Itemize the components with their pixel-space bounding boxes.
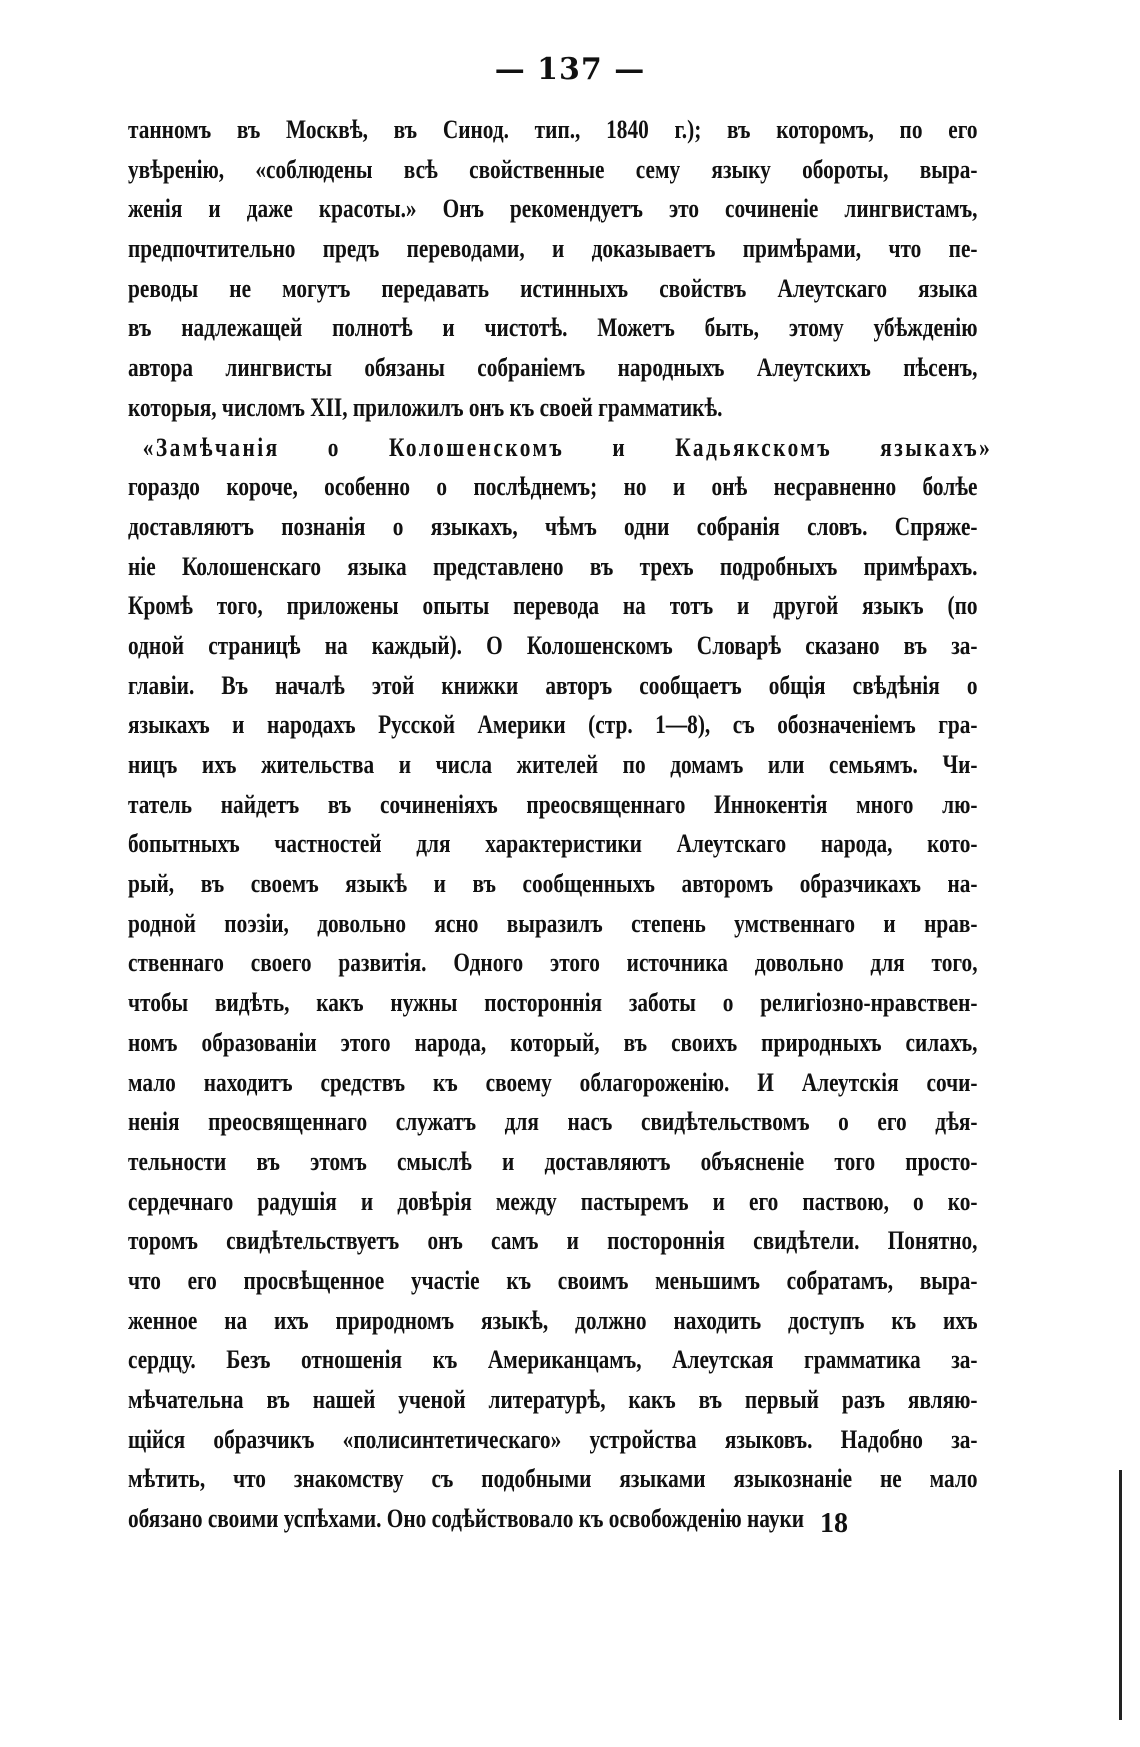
- text-line: татель найдетъ въ сочиненіяхъ преосвященнаго Иннокентія много лю-: [128, 789, 978, 819]
- text-line: танномъ въ Москвѣ, въ Синод. тип., 1840 г.); въ которомъ, по его: [128, 115, 978, 144]
- text-line: главіи. Въ началѣ этой книжки авторъ сообщаетъ общія свѣдѣнія о: [128, 670, 978, 700]
- text-line: мѣчательна въ нашей ученой литературѣ, какъ въ первый разъ являю-: [128, 1385, 978, 1414]
- text-line: номъ образованіи этого народа, который, въ своихъ природныхъ силахъ,: [128, 1027, 978, 1057]
- text-line: реводы не могутъ передавать истинныхъ свойствъ Алеутскаго языка: [128, 273, 978, 303]
- page-edge-line: [1119, 1470, 1122, 1720]
- text-line: языкахъ и народахъ Русской Америки (стр. 1—8), съ обозначеніемъ гра-: [128, 710, 978, 740]
- text-line: гораздо короче, особенно о послѣднемъ; но и онѣ несравненно болѣе: [128, 472, 978, 502]
- text-line: увѣренію, «соблюдены всѣ свойственные сему языку обороты, выра-: [128, 154, 978, 184]
- text-line: предпочтительно предъ переводами, и доказываетъ примѣрами, что пе-: [128, 234, 978, 264]
- text-line: бопытныхъ частностей для характеристики Алеутскаго народа, кото-: [128, 829, 978, 859]
- text-line: ніе Колошенскаго языка представлено въ трехъ подробныхъ примѣрахъ.: [128, 551, 978, 581]
- text-line: Кромѣ того, приложены опыты перевода на тотъ и другой языкъ (по: [128, 591, 978, 621]
- text-line: рый, въ своемъ языкѣ и въ сообщенныхъ авторомъ образчикахъ на-: [128, 869, 978, 899]
- text-line: женія и даже красоты.» Онъ рекомендуетъ это сочиненіе лингвистамъ,: [128, 194, 978, 224]
- text-line: чтобы видѣть, какъ нужны постороннія заботы о религіозно-нравствен-: [128, 988, 978, 1018]
- page-number: — 137 —: [494, 52, 646, 87]
- text-line: сердцу. Безъ отношенія къ Американцамъ, Алеутская грамматика за-: [128, 1345, 978, 1375]
- text-line: одной страницѣ на каждый). О Колошенскомъ Словарѣ сказано въ за-: [128, 630, 978, 660]
- text-line: въ надлежащей полнотѣ и чистотѣ. Можетъ быть, этому убѣжденію: [128, 313, 978, 343]
- text-line: ственнаго своего развитія. Одного этого источника довольно для того,: [128, 948, 978, 978]
- body-text: [128, 110, 993, 1539]
- text-line: обязано своими успѣхами. Оно содѣйствовало къ освобожденію науки: [128, 1504, 805, 1534]
- text-line: ненія преосвященнаго служатъ для насъ свидѣтельствомъ о его дѣя-: [128, 1107, 978, 1137]
- text-line: тельности въ этомъ смыслѣ и доставляютъ объясненіе того просто-: [128, 1146, 978, 1176]
- text-line: что его просвѣщенное участіе къ своимъ меньшимъ собратамъ, выра-: [128, 1265, 978, 1295]
- text-line: доставляютъ познанія о языкахъ, чѣмъ одни собранія словъ. Спряже-: [128, 511, 978, 541]
- text-line: автора лингвисты обязаны собраніемъ народныхъ Алеутскихъ пѣсенъ,: [128, 353, 978, 383]
- text-line: щійся образчикъ «полисинтетическаго» устройства языковъ. Надобно за-: [128, 1424, 978, 1454]
- text-line: торомъ свидѣтельствуетъ онъ самъ и постороннія свидѣтели. Понятно,: [128, 1226, 978, 1256]
- text-line: мало находитъ средствъ къ своему облагороженію. И Алеутскія сочи-: [128, 1067, 978, 1097]
- signature-mark: 18: [820, 1508, 848, 1539]
- text-line: женное на ихъ природномъ языкѣ, должно находить доступъ къ ихъ: [128, 1305, 978, 1335]
- text-line: «Замѣчанія о Колошенскомъ и Кадьякскомъ языкахъ»: [142, 432, 993, 462]
- text-line: ницъ ихъ жительства и числа жителей по домамъ или семьямъ. Чи-: [128, 750, 978, 779]
- text-line: которыя, числомъ XII, приложилъ онъ къ своей грамматикѣ.: [128, 392, 723, 422]
- text-line: сердечнаго радушія и довѣрія между пастыремъ и его паствою, о ко-: [128, 1186, 978, 1216]
- text-line: мѣтить, что знакомству съ подобными языками языкознаніе не мало: [128, 1464, 978, 1494]
- text-line: родной поэзіи, довольно ясно выразилъ степень умственнаго и нрав-: [128, 908, 978, 938]
